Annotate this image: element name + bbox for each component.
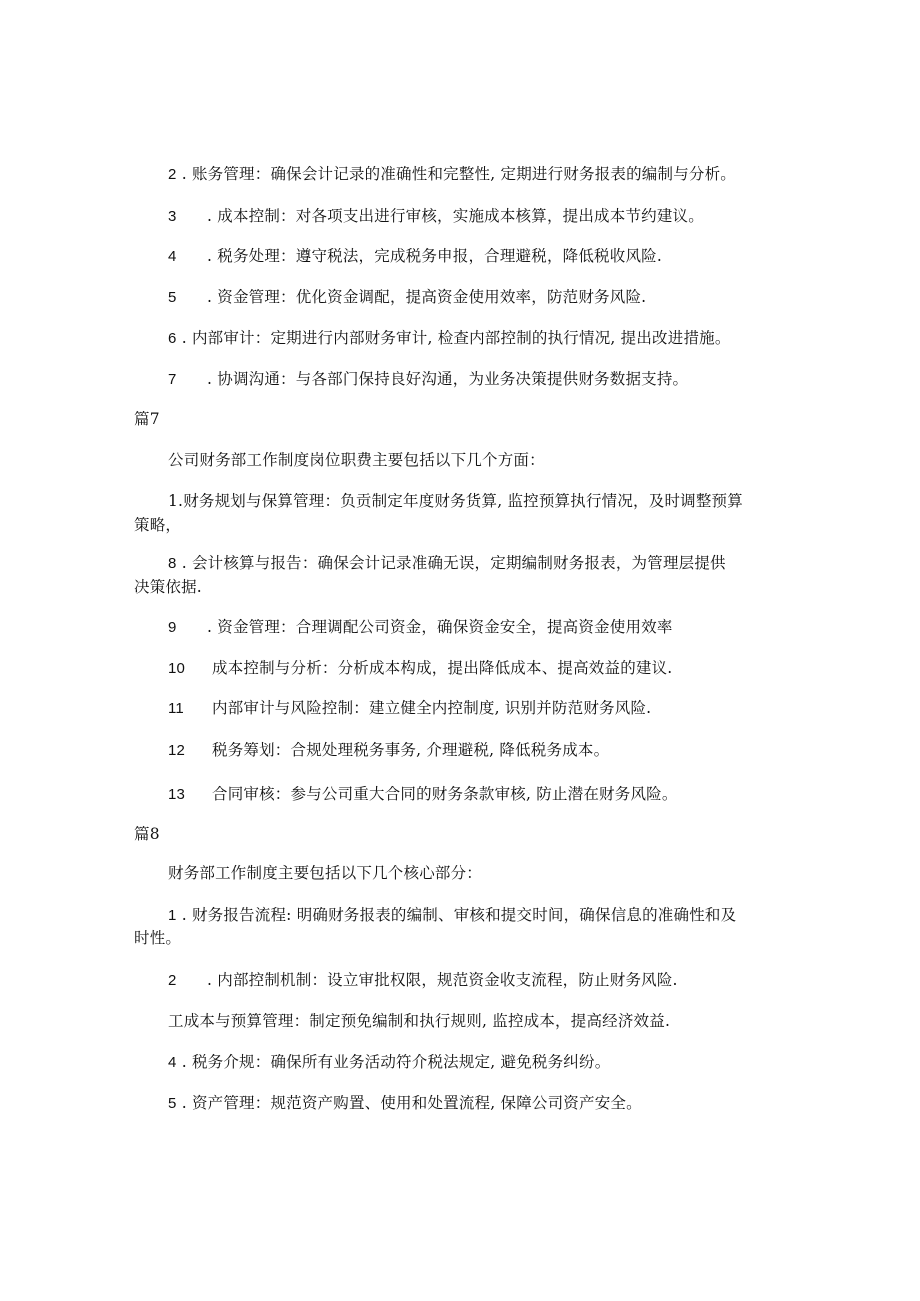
item-number: 2 bbox=[168, 972, 177, 989]
item-text: . 内部审计：定期进行内部财务审计, 检查内部控制的执行情况, 提出改进措施。 bbox=[181, 329, 731, 347]
section-heading: 篇7 bbox=[134, 410, 160, 428]
item-text: 税务筹划：合规处理税务事务, 介理避税, 降低税务成本。 bbox=[212, 741, 610, 759]
list-item bbox=[168, 1052, 610, 1073]
list-item bbox=[168, 784, 678, 805]
list-item-line: 时性。 bbox=[134, 929, 182, 947]
item-number: 5 bbox=[168, 1095, 177, 1112]
item-number: 1 bbox=[168, 907, 177, 924]
item-text: 内部审计与风险控制：建立健全内控制度, 识别并防范财务风险. bbox=[212, 699, 652, 717]
list-item-line: 1.财务规划与保算管理：负贡制定年度财务货算, 监控预算执行情况，及时调整预算 bbox=[168, 492, 743, 510]
section-intro: 财务部工作制度主要包括以下几个核心部分： bbox=[168, 864, 483, 882]
item-number: 7 bbox=[168, 371, 177, 388]
list-item bbox=[168, 905, 736, 926]
list-item bbox=[168, 369, 688, 390]
item-text: . 会计核算与报告：确保会计记录准确无误，定期编制财务报表，为管理层提供 bbox=[181, 554, 726, 572]
item-text: . 税务介规：确保所有业务活动符介税法规定, 避免税务纠纷。 bbox=[181, 1053, 611, 1071]
list-item bbox=[168, 287, 646, 308]
item-number: 4 bbox=[168, 1054, 177, 1071]
list-item bbox=[168, 617, 673, 638]
item-number: 9 bbox=[168, 619, 177, 636]
list-item bbox=[168, 698, 651, 719]
item-number: 3 bbox=[168, 208, 177, 225]
item-number: 11 bbox=[168, 700, 184, 717]
item-text: . 内部控制机制：设立审批权限，规范资金收支流程，防止财务风险. bbox=[207, 971, 678, 989]
item-number: 6 bbox=[168, 330, 177, 347]
list-item bbox=[168, 246, 662, 267]
item-text: . 账务管理：确保会计记录的准确性和完整性, 定期进行财务报表的编制与分析。 bbox=[181, 165, 736, 183]
list-item-line: 决策依据. bbox=[134, 578, 202, 596]
item-text: . 协调沟通：与各部门保持良好沟通，为业务决策提供财务数据支持。 bbox=[207, 370, 689, 388]
list-item bbox=[168, 206, 704, 227]
item-text: 成本控制与分析：分析成本构成，提出降低成本、提高效益的建议. bbox=[212, 659, 673, 677]
section-heading: 篇8 bbox=[134, 825, 160, 843]
item-text: . 税务处理：遵守税法，完成税务申报，合理避税，降低税收风险. bbox=[207, 247, 662, 265]
section-intro: 公司财务部工作制度岗位职费主要包括以下几个方面： bbox=[168, 451, 545, 469]
item-text: . 成本控制：对各项支出进行审核，实施成本核算，提出成本节约建议。 bbox=[207, 207, 704, 225]
item-number: 8 bbox=[168, 555, 177, 572]
list-item bbox=[168, 553, 726, 574]
item-number: 10 bbox=[168, 660, 186, 677]
list-item bbox=[168, 658, 672, 679]
item-number: 4 bbox=[168, 248, 177, 265]
item-text: . 资产管理：规范资产购置、使用和处置流程, 保障公司资产安全。 bbox=[181, 1094, 642, 1112]
item-text: . 资金管理：合理调配公司资金，确保资金安全，提高资金使用效率 bbox=[207, 618, 673, 636]
item-number: 2 bbox=[168, 166, 177, 183]
item-number: 12 bbox=[168, 742, 186, 759]
item-text: 合同审核：参与公司重大合同的财务条款审核, 防止潜在财务风险。 bbox=[212, 785, 678, 803]
item-number: 5 bbox=[168, 289, 177, 306]
list-item bbox=[168, 328, 731, 349]
list-item bbox=[168, 970, 678, 991]
list-item-line: 策略， bbox=[134, 516, 182, 534]
item-text: . 财务报告流程: 明确财务报表的编制、审核和提交时间，确保信息的准确性和及 bbox=[181, 906, 737, 924]
item-number: 13 bbox=[168, 786, 186, 803]
list-item: 工成本与预算管理：制定预免编制和执行规则, 监控成本，提高经济效益. bbox=[168, 1012, 671, 1030]
list-item bbox=[168, 164, 736, 185]
list-item bbox=[168, 1093, 642, 1114]
item-text: . 资金管理：优化资金调配，提高资金使用效率，防范财务风险. bbox=[207, 288, 647, 306]
list-item bbox=[168, 740, 609, 761]
